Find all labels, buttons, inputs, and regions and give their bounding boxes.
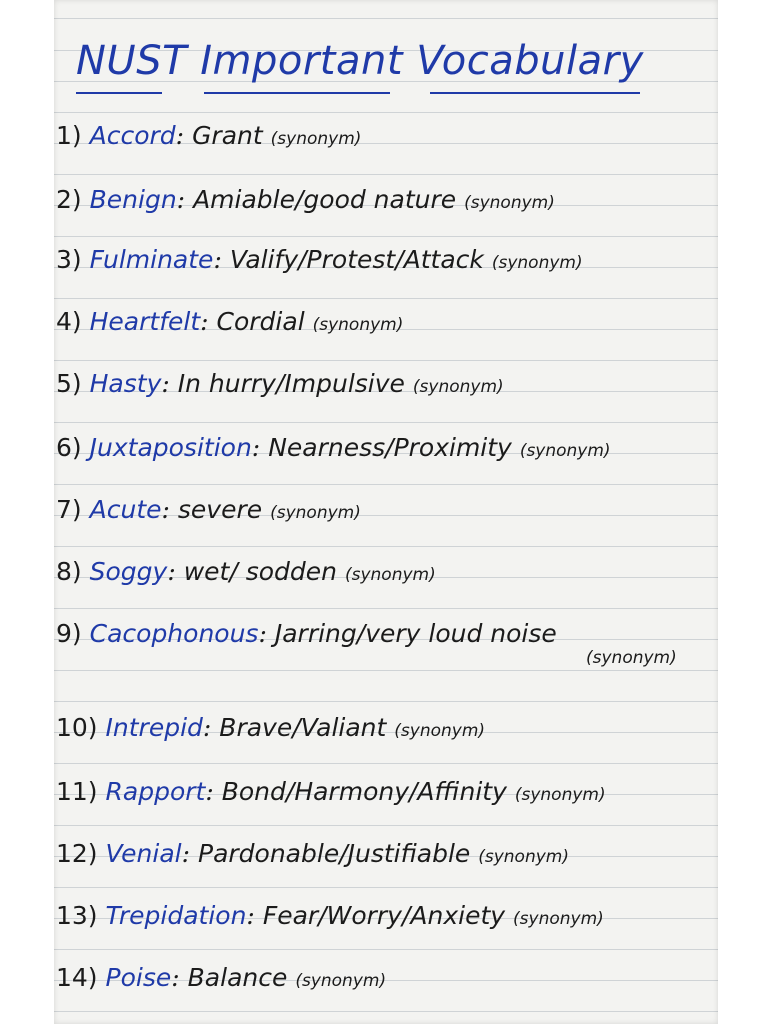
vocab-entry-13: 13) Trepidation: Fear/Worry/Anxiety (synonym) [56,901,604,930]
entry-term: Hasty [89,369,162,398]
entry-meaning: wet/ sodden [183,557,338,586]
entry-tag: (synonym) [586,648,677,668]
entry-meaning: Valify/Protest/Attack [229,245,484,274]
entry-meaning: Nearness/Proximity [268,433,512,462]
vocab-entry-6: 6) Juxtaposition: Nearness/Proximity (synonym) [56,433,611,462]
entry-term: Intrepid [105,713,203,742]
entry-number: 5) [56,369,82,398]
entry-tag: (synonym) [312,315,404,335]
entry-tag: (synonym) [464,193,555,213]
entry-meaning: Amiable/good nature [193,185,457,214]
title-underline-vocabulary [430,92,640,94]
entry-tag: (synonym) [491,253,583,273]
entry-meaning: Fear/Worry/Anxiety [262,901,506,930]
entry-tag: (synonym) [513,909,604,929]
vocab-entry-7: 7) Acute: severe (synonym) [56,495,361,524]
entry-meaning: Pardonable/Justifiable [198,839,471,868]
entry-tag: (synonym) [514,785,606,805]
vocab-entry-10: 10) Intrepid: Brave/Valiant (synonym) [56,713,486,742]
entry-tag: (synonym) [295,971,387,991]
entry-tag: (synonym) [270,503,361,523]
entry-tag: (synonym) [519,441,611,461]
entry-term: Fulminate [89,245,214,274]
entry-number: 14) [56,963,98,992]
entry-meaning: Grant [192,121,263,150]
entry-meaning: Bond/Harmony/Affinity [221,777,507,806]
entry-term: Soggy [89,557,168,586]
entry-meaning: Balance [187,963,288,992]
vocab-entry-5: 5) Hasty: In hurry/Impulsive (synonym) [56,369,504,398]
entry-term: Acute [89,495,162,524]
entry-term: Rapport [105,777,206,806]
entry-term: Accord [89,121,176,150]
entry-number: 7) [56,495,82,524]
entry-term: Juxtaposition [89,433,252,462]
vocab-entry-1: 1) Accord: Grant (synonym) [56,121,362,150]
entry-meaning: Jarring/very loud noise [274,619,557,648]
entry-term: Venial [105,839,182,868]
entry-number: 8) [56,557,82,586]
entry-number: 3) [56,245,82,274]
page-title: NUST Important Vocabulary [76,38,644,84]
title-underline-important [204,92,390,94]
notebook-page [54,0,718,1024]
entry-meaning: In hurry/Impulsive [177,369,405,398]
vocab-entry-9: 9) Cacophonous: Jarring/very loud noise [56,619,557,648]
entry-term: Trepidation [105,901,247,930]
vocab-entry-2: 2) Benign: Amiable/good nature (synonym) [56,185,555,214]
entry-meaning: severe [177,495,263,524]
vocab-entry-11: 11) Rapport: Bond/Harmony/Affinity (synonym) [56,777,606,806]
entry-number: 6) [56,433,82,462]
entry-term: Cacophonous [89,619,259,648]
entry-tag: (synonym) [394,721,486,741]
entry-tag: (synonym) [344,565,436,585]
entry-tag: (synonym) [412,377,504,397]
entry-tag: (synonym) [478,847,569,867]
entry-number: 12) [56,839,98,868]
entry-term: Benign [89,185,177,214]
entry-number: 1) [56,121,82,150]
entry-meaning: Brave/Valiant [219,713,387,742]
title-underline-nust [76,92,162,94]
entry-tag: (synonym) [270,129,362,149]
entry-number: 2) [56,185,82,214]
vocab-entry-3: 3) Fulminate: Valify/Protest/Attack (synonym) [56,245,583,274]
vocab-entry-12: 12) Venial: Pardonable/Justifiable (synonym) [56,839,569,868]
entry-meaning: Cordial [216,307,305,336]
entry-number: 11) [56,777,98,806]
entry-number: 10) [56,713,98,742]
entry-number: 9) [56,619,82,648]
entry-term: Poise [105,963,172,992]
vocab-entry-14: 14) Poise: Balance (synonym) [56,963,387,992]
entry-number: 13) [56,901,98,930]
entry-term: Heartfelt [89,307,201,336]
vocab-entry-4: 4) Heartfelt: Cordial (synonym) [56,307,404,336]
entry-number: 4) [56,307,82,336]
vocab-entry-8: 8) Soggy: wet/ sodden (synonym) [56,557,436,586]
